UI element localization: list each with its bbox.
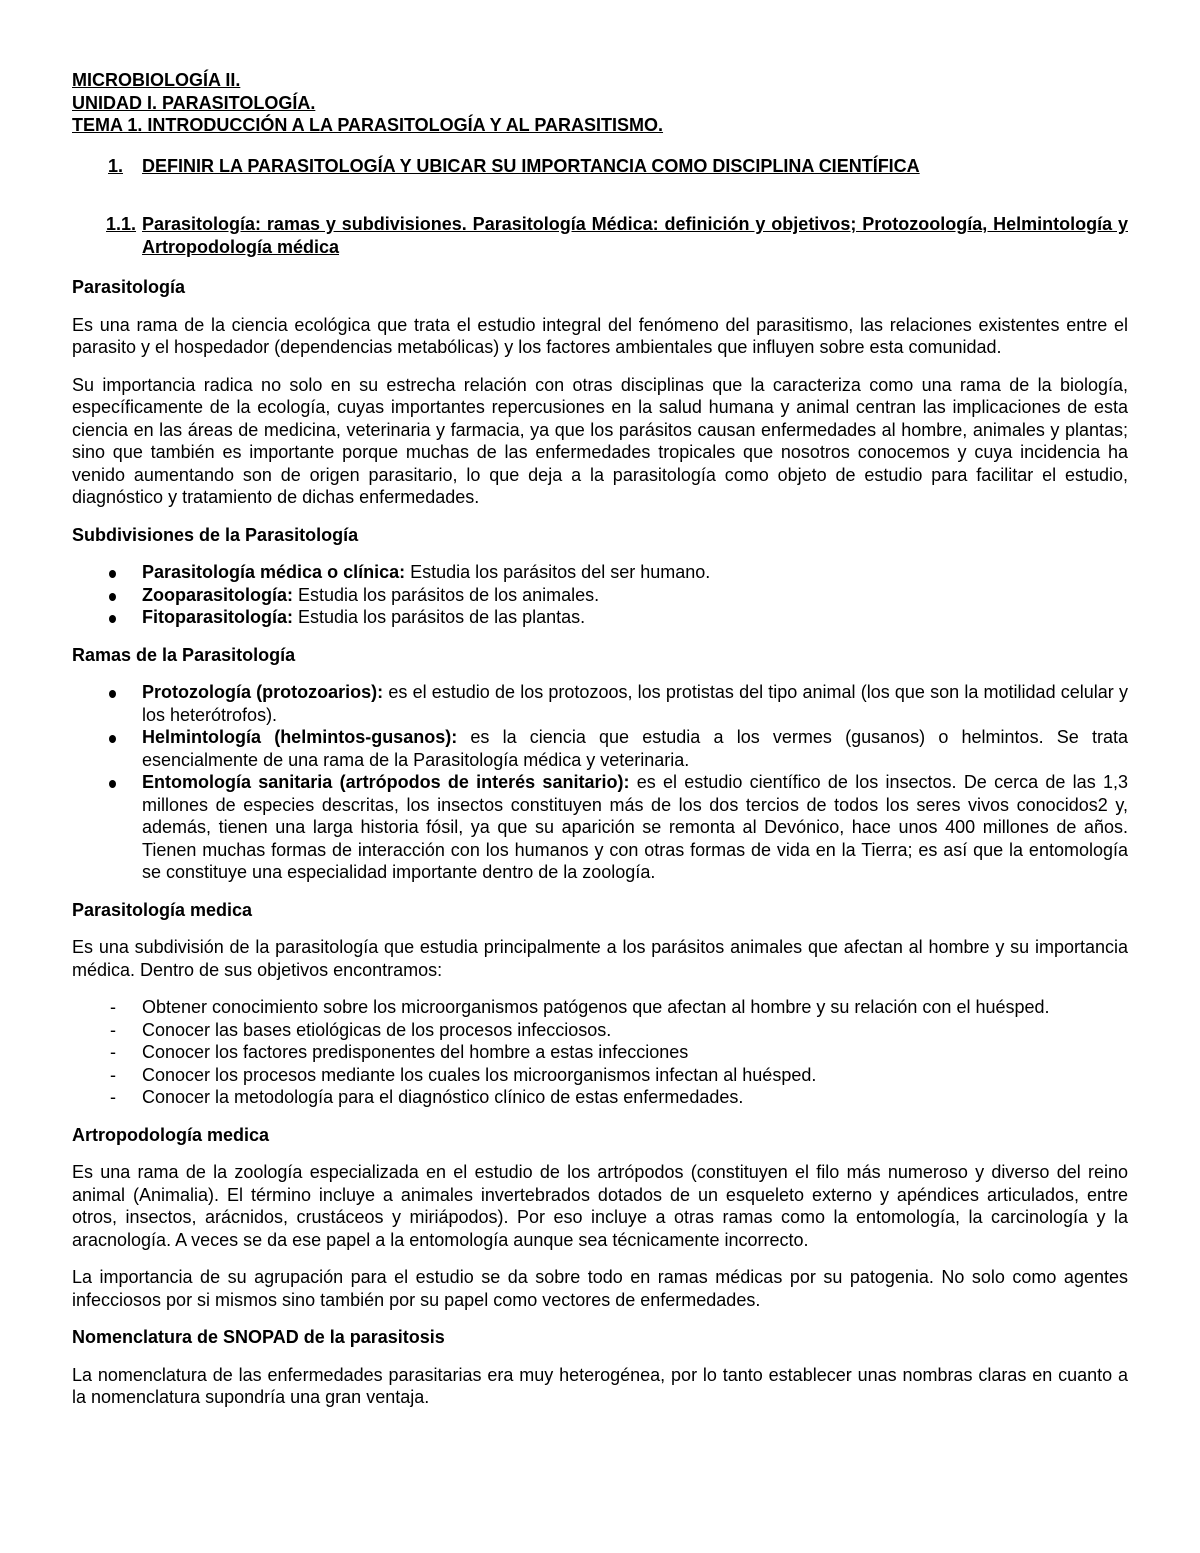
unit-title: UNIDAD I. PARASITOLOGÍA.	[72, 92, 316, 113]
objetivos-list	[72, 996, 1128, 1109]
course-title: MICROBIOLOGÍA II.	[72, 70, 241, 90]
heading-parasitologia: Parasitología	[72, 277, 186, 297]
list-item	[72, 1086, 1128, 1109]
item-term: Entomología sanitaria (artrópodos de interés sanitario):	[142, 772, 630, 792]
heading-artropodologia: Artropodología medica	[72, 1124, 270, 1145]
dash-marker: -	[110, 1087, 116, 1107]
item-description: Obtener conocimiento sobre los microorganismos patógenos que afectan al hombre y su relación con el huésped.	[142, 997, 1050, 1017]
item-description: Estudia los parásitos de los animales.	[293, 584, 600, 605]
item-description: es la ciencia que estudia a los vermes (gusanos) o helmintos. Se trata esencialmente de una rama de la Parasitología médica y veterinaria.	[142, 727, 1128, 770]
list-item	[72, 606, 1128, 629]
item-description: es el estudio científico de los insectos. De cerca de las 1,3 millones de especies descritas, los insectos constituyen más de los dos tercios de todos los seres vivos conocidos2 y, además, tienen una larga historia fósil, ya que su aparición se remonta al Devónico, hace unos 400 millones de años. Tienen muchas formas de interacción con los humanos y con otras formas de vida en la Tierra; es así que la entomología se constituye una especialidad importante dentro de la zoología.	[142, 772, 1128, 882]
item-term: Helmintología (helmintos-gusanos):	[142, 727, 458, 747]
list-item	[72, 771, 1128, 884]
list-item	[72, 726, 1128, 771]
dash-marker: -	[110, 1064, 116, 1085]
item-term: Fitoparasitología:	[142, 607, 294, 627]
bullet-icon	[109, 780, 116, 788]
heading-parasitologia-medica: Parasitología medica	[72, 899, 253, 920]
item-description: Conocer las bases etiológicas de los procesos infecciosos.	[142, 1019, 612, 1040]
dash-marker: -	[110, 1019, 116, 1040]
paragraph-parasitologia-medica: Es una subdivisión de la parasitología que estudia principalmente a los parásitos animales que afectan al hombre y su importancia médica. Dentro de sus objetivos encontramos:	[72, 937, 1128, 980]
heading-snopad: Nomenclatura de SNOPAD de la parasitosis	[72, 1327, 445, 1347]
section-1-title: DEFINIR LA PARASITOLOGÍA Y UBICAR SU IMPORTANCIA COMO DISCIPLINA CIENTÍFICA	[142, 155, 920, 176]
paragraph-parasitologia-definition: Es una rama de la ciencia ecológica que trata el estudio integral del fenómeno del parasitismo, las relaciones existentes entre el parasito y el hospedador (dependencias metabólicas) y los factores ambientales que influyen sobre esta comunidad.	[72, 314, 1128, 357]
item-description: Estudia los parásitos de las plantas.	[293, 607, 586, 627]
section-1-1-heading	[72, 213, 1128, 258]
bullet-icon	[109, 593, 116, 601]
bullet-icon	[109, 690, 116, 698]
list-item	[72, 1064, 1128, 1087]
paragraph-artropodologia-importance: La importancia de su agrupación para el estudio se da sobre todo en ramas médicas por su patogenia. No solo como agentes infecciosos por si mismos sino también por su papel como vectores de enfermedades.	[72, 1267, 1128, 1310]
paragraph-artropodologia-definition: Es una rama de la zoología especializada en el estudio de los artrópodos (constituyen el filo más numeroso y diverso del reino animal (Animalia). El término incluye a animales invertebrados dotados de un esqueleto externo y apéndices articulados, entre otros, insectos, arácnidos, crustáceos y miriápodos). Por eso incluye a otras ramas como la entomología, la carcinología y la aracnología. A veces se da ese papel a la entomología aunque sea técnicamente incorrecto.	[72, 1162, 1128, 1250]
item-term: Zooparasitología:	[142, 584, 294, 605]
list-item	[72, 584, 1128, 607]
list-item	[72, 1019, 1128, 1042]
heading-ramas: Ramas de la Parasitología	[72, 644, 296, 665]
section-1-number: 1.	[108, 155, 124, 176]
topic-title: TEMA 1. INTRODUCCIÓN A LA PARASITOLOGÍA Y AL PARASITISMO.	[72, 115, 664, 135]
item-description: es el estudio de los protozoos, los protistas del tipo animal (los que son la motilidad celular y los heterótrofos).	[142, 682, 1128, 725]
item-description: Conocer los factores predisponentes del hombre a estas infecciones	[142, 1042, 689, 1062]
list-item	[72, 561, 1128, 584]
bullet-icon	[109, 615, 116, 623]
section-1-heading	[72, 155, 1128, 178]
subdivisiones-list	[72, 561, 1128, 629]
paragraph-snopad: La nomenclatura de las enfermedades parasitarias era muy heterogénea, por lo tanto establecer unas nombras claras en cuanto a la nomenclatura supondría una gran ventaja.	[72, 1364, 1128, 1407]
item-description: Conocer los procesos mediante los cuales los microorganismos infectan al huésped.	[142, 1064, 817, 1085]
item-term: Protozología (protozoarios):	[142, 682, 384, 702]
bullet-icon	[109, 735, 116, 743]
ramas-list	[72, 681, 1128, 884]
item-description: Conocer la metodología para el diagnóstico clínico de estas enfermedades.	[142, 1087, 744, 1107]
bullet-icon	[109, 570, 116, 578]
dash-marker: -	[110, 997, 116, 1017]
list-item	[72, 996, 1128, 1019]
section-1-1-title: Parasitología: ramas y subdivisiones. Parasitología Médica: definición y objetivos; Protozoología, Helmintología y Artropodología médica	[142, 214, 1128, 257]
section-1-1-number: 1.1.	[106, 214, 137, 234]
item-description: Estudia los parásitos del ser humano.	[405, 562, 711, 582]
list-item	[72, 1041, 1128, 1064]
list-item	[72, 681, 1128, 726]
dash-marker: -	[110, 1042, 116, 1062]
item-term: Parasitología médica o clínica:	[142, 562, 406, 582]
paragraph-parasitologia-importance: Su importancia radica no solo en su estrecha relación con otras disciplinas que la caracteriza como una rama de la biología, específicamente de la ecología, cuyas importantes repercusiones en la salud humana y animal centran las implicaciones de esta ciencia en las áreas de medicina, veterinaria y farmacia, ya que los parásitos causan enfermedades al hombre, animales y plantas; sino que también es importante porque muchas de las enfermedades tropicales que nosotros conocemos y cuya incidencia ha venido aumentando son de origen parasitario, lo que deja a la parasitología como objeto de estudio para facilitar el estudio, diagnóstico y tratamiento de dichas enfermedades.	[72, 374, 1128, 507]
heading-subdivisiones: Subdivisiones de la Parasitología	[72, 524, 359, 545]
